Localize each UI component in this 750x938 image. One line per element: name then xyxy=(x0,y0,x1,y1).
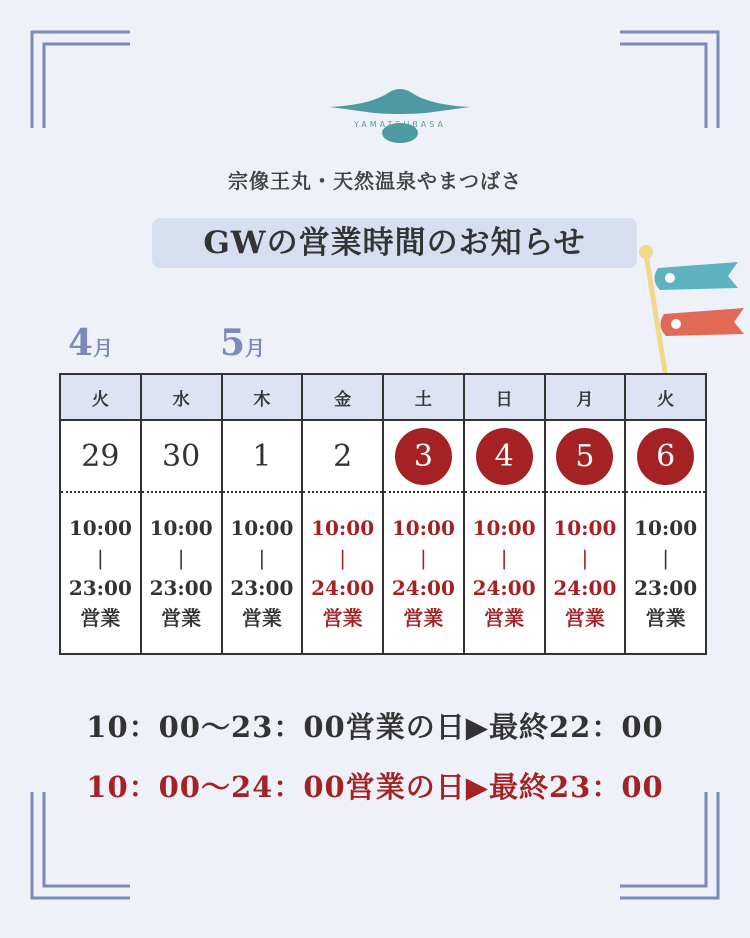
hours-cell xyxy=(141,492,222,654)
hours-open: 10:00 xyxy=(149,516,213,540)
hours-label: 営業 xyxy=(161,606,202,630)
weekday-cell: 日 xyxy=(464,374,545,420)
hours-sep: | xyxy=(177,546,185,570)
hours-sep: | xyxy=(500,546,508,570)
legend-extended-text: 10：00～24：00営業の日▶最終23：00 xyxy=(86,770,664,804)
holiday-date-badge: 4 xyxy=(476,428,533,485)
weekday-cell: 火 xyxy=(60,374,141,420)
hours-sep: | xyxy=(420,546,427,570)
hours-close: 23:00 xyxy=(68,576,132,600)
weekday-row xyxy=(60,374,706,420)
date-row xyxy=(60,420,706,492)
hours-cell xyxy=(464,492,545,654)
weekday-cell: 月 xyxy=(545,374,626,420)
month-april-number: 4 xyxy=(68,322,94,364)
hours-close: 24:00 xyxy=(553,576,617,600)
legend-extended-hours xyxy=(0,765,750,806)
hours-open: 10:00 xyxy=(391,516,455,540)
date-cell xyxy=(464,420,545,492)
month-may xyxy=(220,322,265,364)
hours-sep: | xyxy=(339,546,346,570)
date-number: 30 xyxy=(162,438,201,474)
hours-label: 営業 xyxy=(564,606,605,630)
page-title-text: GWの営業時間のお知らせ xyxy=(203,225,586,261)
hours-label: 営業 xyxy=(322,606,363,630)
hours-sep: | xyxy=(662,546,669,570)
date-cell xyxy=(222,420,303,492)
hours-cell xyxy=(383,492,464,654)
koinobori-icon xyxy=(630,240,750,380)
hours-label: 営業 xyxy=(403,606,444,630)
date-cell xyxy=(625,420,706,492)
month-april-unit: 月 xyxy=(93,336,114,360)
weekday-cell: 水 xyxy=(141,374,222,420)
date-number: 1 xyxy=(252,438,272,474)
weekday-cell: 土 xyxy=(383,374,464,420)
facility-name: 宗像王丸・天然温泉やまつばさ xyxy=(228,169,522,193)
hours-close: 23:00 xyxy=(149,576,213,600)
corner-frame-bottom-right xyxy=(610,790,720,900)
business-hours-calendar xyxy=(59,373,707,655)
hours-close: 24:00 xyxy=(391,576,455,600)
logo-wordmark: YAMATSUBASA xyxy=(354,120,446,129)
hours-open: 10:00 xyxy=(472,516,536,540)
weekday-cell: 金 xyxy=(302,374,383,420)
hours-close: 24:00 xyxy=(472,576,536,600)
hours-sep: | xyxy=(258,546,266,570)
date-number: 29 xyxy=(81,438,120,474)
date-cell xyxy=(302,420,383,492)
date-cell xyxy=(383,420,464,492)
corner-frame-top-right xyxy=(610,30,720,130)
corner-frame-top-left xyxy=(30,30,140,130)
date-cell xyxy=(141,420,222,492)
hours-label: 営業 xyxy=(645,606,686,630)
page-title xyxy=(152,218,637,268)
hours-cell xyxy=(60,492,141,654)
legend-standard-hours xyxy=(0,705,750,746)
hours-cell xyxy=(302,492,383,654)
hours-label: 営業 xyxy=(484,606,525,630)
hours-cell xyxy=(625,492,706,654)
legend-standard-text: 10：00～23：00営業の日▶最終22：00 xyxy=(86,710,664,744)
hours-close: 23:00 xyxy=(634,576,698,600)
corner-frame-bottom-left xyxy=(30,790,140,900)
hours-cell xyxy=(222,492,303,654)
month-may-number: 5 xyxy=(220,322,246,364)
hours-open: 10:00 xyxy=(68,516,132,540)
hours-sep: | xyxy=(581,546,589,570)
month-april xyxy=(68,322,113,364)
hours-open: 10:00 xyxy=(311,516,375,540)
holiday-date-badge: 5 xyxy=(556,428,613,485)
weekday-cell: 火 xyxy=(625,374,706,420)
date-cell xyxy=(60,420,141,492)
holiday-date-badge: 3 xyxy=(395,428,452,485)
hours-label: 営業 xyxy=(80,606,121,630)
hours-close: 24:00 xyxy=(311,576,375,600)
hours-sep: | xyxy=(97,546,104,570)
hours-open: 10:00 xyxy=(230,516,294,540)
yamatsubasa-logo xyxy=(330,85,470,145)
hours-row xyxy=(60,492,706,654)
hours-label: 営業 xyxy=(241,606,282,630)
hours-cell xyxy=(545,492,626,654)
date-number: 2 xyxy=(333,438,353,474)
holiday-date-badge: 6 xyxy=(637,428,694,485)
month-may-unit: 月 xyxy=(245,336,266,360)
hours-close: 23:00 xyxy=(230,576,294,600)
date-cell xyxy=(545,420,626,492)
hours-open: 10:00 xyxy=(634,516,698,540)
hours-open: 10:00 xyxy=(553,516,617,540)
weekday-cell: 木 xyxy=(222,374,303,420)
